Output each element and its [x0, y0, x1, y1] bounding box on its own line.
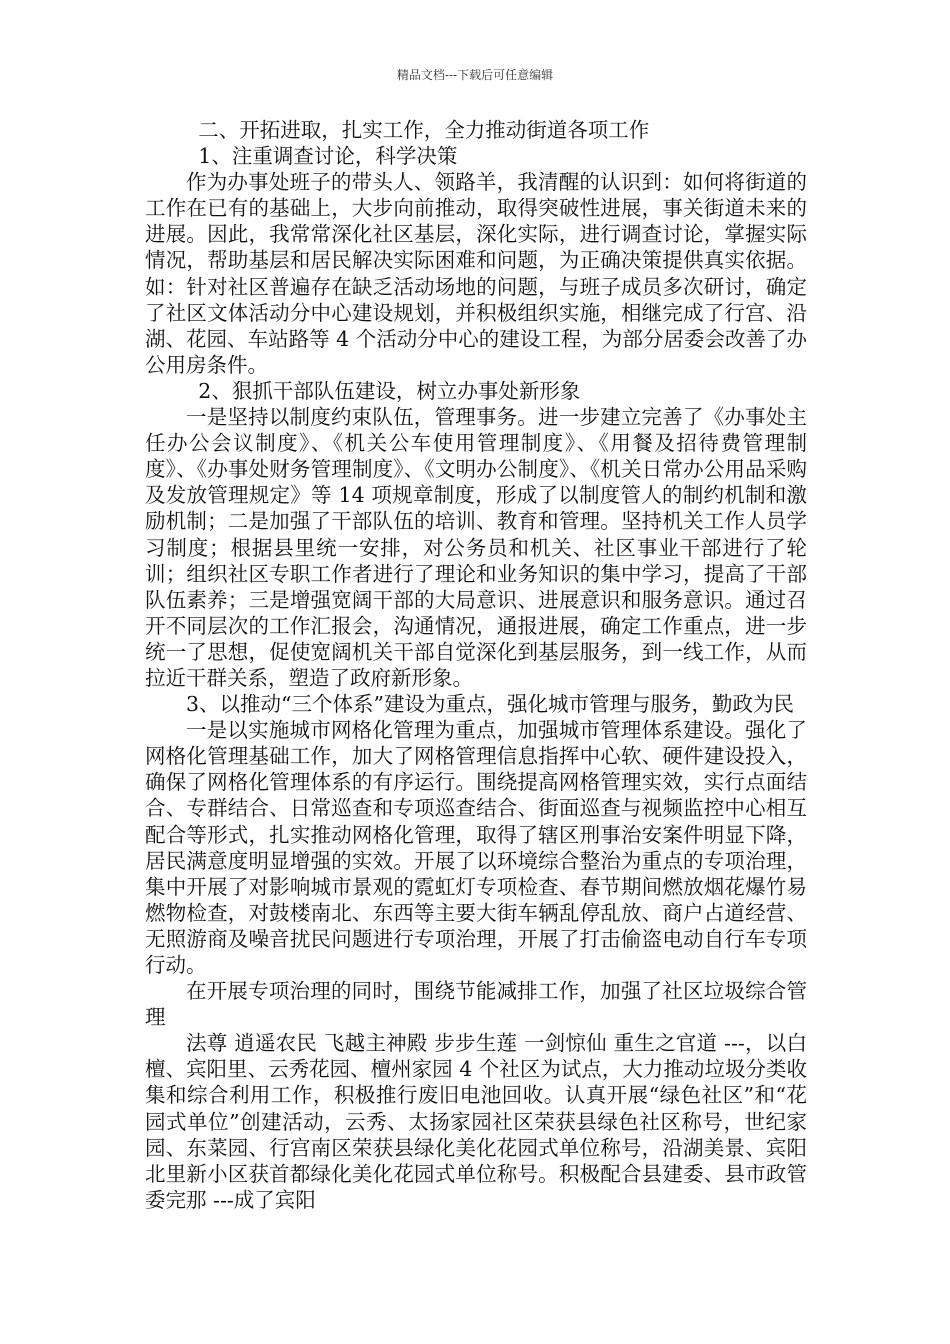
paragraph-2: 一是坚持以制度约束队伍，管理事务。进一步建立完善了《办事处主任办公会议制度》、《机关公车使用管理制度》、《用餐及招待费管理制度》、《办事处财务管理制度》、《文明办公制度》、《机关日常办公用品采购及发放管理规定》等 14 项规章制度，形成了以制度管人的制约机制和激励机制；二是加强了干部队伍的培训、教育和管理。坚持机关工作人员学习制度；根据县里统一安排，对公务员和机关、社区事业干部进行了轮训；组织社区专职工作者进行了理论和业务知识的集中学习，提高了干部队伍素养；三是增强宽阔干部的大局意识、进展意识和服务意识。通过召开不同层次的工作汇报会，沟通情况，通报进展，确定工作重点，进一步统一了思想，促使宽阔机关干部自觉深化到基层服务，到一线工作，从而拉近干群关系，塑造了政府新形象。 [145, 405, 807, 690]
page-header: 精品文档---下载后可任意编辑 [396, 68, 554, 82]
paragraph-3: 一是以实施城市网格化管理为重点，加强城市管理体系建设。强化了网格化管理基础工作，加大了网格管理信息指挥中心软、硬件建设投入，确保了网格化管理体系的有序运行。围绕提高网格管理实效，实行点面结合、专群结合、日常巡查和专项巡查结合、街面巡查与视频监控中心相互配合等形式，扎实推动网格化管理，取得了辖区刑事治安案件明显下降，居民满意度明显增强的实效。开展了以环境综合整治为重点的专项治理，集中开展了对影响城市景观的霓虹灯专项检查、春节期间燃放烟花爆竹易燃物检查，对鼓楼南北、东西等主要大街车辆乱停乱放、商户占道经营、无照游商及噪音扰民问题进行专项治理，开展了打击偷盗电动自行车专项行动。 [145, 718, 807, 977]
document-body [145, 117, 807, 1213]
subsection-heading-2: 2、狠抓干部队伍建设，树立办事处新形象 [198, 378, 581, 403]
subsection-heading-3: 3、以推动“三个体系”建设为重点，强化城市管理与服务，勤政为民 [186, 692, 795, 717]
paragraph-5: 法尊 逍遥农民 飞越主神殿 步步生莲 一剑惊仙 重生之官道 ---，以白檀、宾阳里、云秀花园、檀州家园 4 个社区为试点，大力推动垃圾分类收集和综合利用工作，积极推行废旧电池回收。认真开展“绿色社区”和“花园式单位”创建活动，云秀、太扬家园社区荣获县绿色社区称号，世纪家园、东菜园、行宫南区荣获县绿化美化花园式单位称号，沿湖美景、宾阳北里新小区获首都绿化美化花园式单位称号。积极配合县建委、县市政管委完那 ---成了宾阳 [145, 1031, 807, 1212]
paragraph-4: 在开展专项治理的同时，围绕节能减排工作，加强了社区垃圾综合管理 [145, 979, 807, 1030]
paragraph-1: 作为办事处班子的带头人、领路羊，我清醒的认识到：如何将街道的工作在已有的基础上，大步向前推动，取得突破性进展，事关街道未来的进展。因此，我常常深化社区基层，深化实际，进行调查讨论，掌握实际情况，帮助基层和居民解决实际困难和问题，为正确决策提供真实依据。如：针对社区普遍存在缺乏活动场地的问题，与班子成员多次研讨，确定了社区文体活动分中心建设规划，并积极组织实施，相继完成了行宫、沿湖、花园、车站路等 4 个活动分中心的建设工程，为部分居委会改善了办公用房条件。 [145, 170, 807, 377]
section-heading: 二、开拓进取，扎实工作，全力推动街道各项工作 [198, 118, 650, 142]
subsection-heading-1: 1、注重调查讨论，科学决策 [198, 144, 458, 169]
